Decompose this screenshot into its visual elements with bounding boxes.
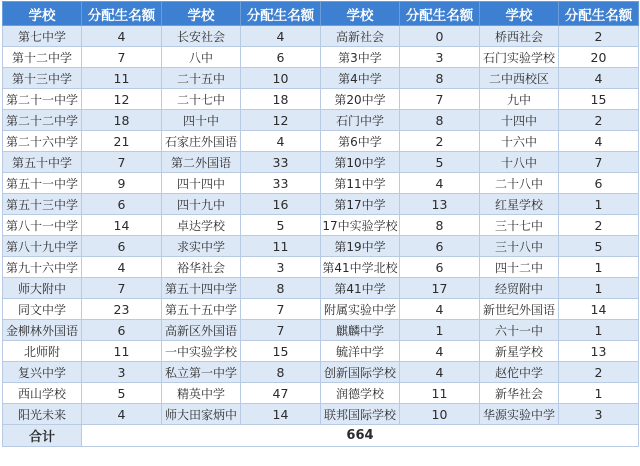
school-name-cell: 第十三中学 <box>3 68 82 89</box>
school-name-cell: 第10中学 <box>321 152 400 173</box>
table-row <box>3 68 639 89</box>
quota-cell: 2 <box>400 131 480 152</box>
school-name-cell: 麒麟中学 <box>321 320 400 341</box>
header-school-4: 学校 <box>480 2 559 26</box>
school-name-cell: 第九十六中学 <box>3 257 82 278</box>
school-name-cell: 第五十三中学 <box>3 194 82 215</box>
header-quota-1: 分配生名额 <box>82 2 162 26</box>
quota-cell: 7 <box>400 89 480 110</box>
school-name-cell: 复兴中学 <box>3 362 82 383</box>
quota-cell: 5 <box>82 383 162 404</box>
school-name-cell: 第八十九中学 <box>3 236 82 257</box>
school-name-cell: 二十八中 <box>480 173 559 194</box>
quota-cell: 12 <box>241 110 321 131</box>
quota-cell: 1 <box>559 194 639 215</box>
quota-cell: 6 <box>82 194 162 215</box>
quota-cell: 3 <box>400 47 480 68</box>
quota-cell: 15 <box>241 341 321 362</box>
school-name-cell: 二十七中 <box>162 89 241 110</box>
school-name-cell: 四十四中 <box>162 173 241 194</box>
quota-cell: 14 <box>241 404 321 425</box>
school-name-cell: 石家庄外国语 <box>162 131 241 152</box>
table-row <box>3 341 639 362</box>
school-name-cell: 十六中 <box>480 131 559 152</box>
quota-cell: 20 <box>559 47 639 68</box>
school-name-cell: 师大田家炳中 <box>162 404 241 425</box>
table-row <box>3 299 639 320</box>
quota-cell: 3 <box>82 362 162 383</box>
school-name-cell: 一中实验学校 <box>162 341 241 362</box>
school-name-cell: 第八十一中学 <box>3 215 82 236</box>
quota-cell: 13 <box>559 341 639 362</box>
quota-cell: 14 <box>559 299 639 320</box>
school-name-cell: 第五十一中学 <box>3 173 82 194</box>
quota-cell: 2 <box>559 215 639 236</box>
quota-cell: 5 <box>400 152 480 173</box>
table-row <box>3 404 639 425</box>
quota-cell: 7 <box>82 152 162 173</box>
quota-cell: 6 <box>400 236 480 257</box>
school-name-cell: 石门实验学校 <box>480 47 559 68</box>
table-row <box>3 152 639 173</box>
quota-cell: 18 <box>82 110 162 131</box>
school-name-cell: 石门中学 <box>321 110 400 131</box>
school-name-cell: 毓洋中学 <box>321 341 400 362</box>
school-name-cell: 二十五中 <box>162 68 241 89</box>
school-name-cell: 八中 <box>162 47 241 68</box>
quota-cell: 4 <box>82 26 162 47</box>
table-row <box>3 257 639 278</box>
header-quota-4: 分配生名额 <box>559 2 639 26</box>
school-name-cell: 第19中学 <box>321 236 400 257</box>
quota-cell: 33 <box>241 152 321 173</box>
table-body <box>3 26 639 425</box>
quota-cell: 21 <box>82 131 162 152</box>
school-name-cell: 卓达学校 <box>162 215 241 236</box>
quota-cell: 47 <box>241 383 321 404</box>
table-row <box>3 278 639 299</box>
quota-cell: 7 <box>82 278 162 299</box>
school-name-cell: 经贸附中 <box>480 278 559 299</box>
school-name-cell: 第20中学 <box>321 89 400 110</box>
quota-cell: 4 <box>400 341 480 362</box>
quota-cell: 4 <box>241 26 321 47</box>
school-name-cell: 第二十一中学 <box>3 89 82 110</box>
total-label: 合计 <box>3 425 82 447</box>
quota-cell: 5 <box>559 236 639 257</box>
quota-cell: 6 <box>559 173 639 194</box>
school-name-cell: 裕华社会 <box>162 257 241 278</box>
school-name-cell: 北师附 <box>3 341 82 362</box>
school-name-cell: 十八中 <box>480 152 559 173</box>
quota-cell: 1 <box>400 320 480 341</box>
school-name-cell: 私立第一中学 <box>162 362 241 383</box>
school-name-cell: 高新区外国语 <box>162 320 241 341</box>
quota-cell: 33 <box>241 173 321 194</box>
quota-cell: 9 <box>82 173 162 194</box>
quota-cell: 15 <box>559 89 639 110</box>
quota-cell: 11 <box>82 341 162 362</box>
school-name-cell: 第五十中学 <box>3 152 82 173</box>
school-name-cell: 第二十二中学 <box>3 110 82 131</box>
school-name-cell: 第41中学 <box>321 278 400 299</box>
quota-cell: 7 <box>241 299 321 320</box>
table-row <box>3 173 639 194</box>
table-row <box>3 47 639 68</box>
school-name-cell: 第十二中学 <box>3 47 82 68</box>
school-name-cell: 第五十四中学 <box>162 278 241 299</box>
quota-cell: 4 <box>400 299 480 320</box>
quota-cell: 4 <box>241 131 321 152</box>
school-name-cell: 二中西校区 <box>480 68 559 89</box>
school-name-cell: 三十八中 <box>480 236 559 257</box>
table-row <box>3 89 639 110</box>
header-school-1: 学校 <box>3 2 82 26</box>
quota-cell: 1 <box>559 383 639 404</box>
quota-cell: 1 <box>559 278 639 299</box>
quota-cell: 13 <box>400 194 480 215</box>
quota-cell: 8 <box>241 362 321 383</box>
quota-cell: 4 <box>82 257 162 278</box>
school-name-cell: 三十七中 <box>480 215 559 236</box>
quota-cell: 2 <box>559 26 639 47</box>
quota-cell: 23 <box>82 299 162 320</box>
quota-cell: 10 <box>400 404 480 425</box>
school-name-cell: 第17中学 <box>321 194 400 215</box>
quota-table <box>2 1 639 447</box>
school-name-cell: 第二外国语 <box>162 152 241 173</box>
quota-cell: 1 <box>559 320 639 341</box>
school-name-cell: 十四中 <box>480 110 559 131</box>
quota-cell: 8 <box>400 68 480 89</box>
table-row <box>3 131 639 152</box>
quota-cell: 4 <box>400 173 480 194</box>
school-name-cell: 第41中学北校 <box>321 257 400 278</box>
quota-cell: 4 <box>559 131 639 152</box>
quota-cell: 6 <box>241 47 321 68</box>
school-name-cell: 赵佗中学 <box>480 362 559 383</box>
school-name-cell: 第3中学 <box>321 47 400 68</box>
quota-cell: 7 <box>82 47 162 68</box>
header-school-2: 学校 <box>162 2 241 26</box>
quota-cell: 7 <box>241 320 321 341</box>
school-name-cell: 新世纪外国语 <box>480 299 559 320</box>
school-name-cell: 九中 <box>480 89 559 110</box>
school-name-cell: 第二十六中学 <box>3 131 82 152</box>
school-name-cell: 高新社会 <box>321 26 400 47</box>
school-name-cell: 长安社会 <box>162 26 241 47</box>
quota-cell: 8 <box>241 278 321 299</box>
header-school-3: 学校 <box>321 2 400 26</box>
quota-cell: 4 <box>559 68 639 89</box>
quota-cell: 3 <box>241 257 321 278</box>
quota-cell: 10 <box>241 68 321 89</box>
school-name-cell: 四十九中 <box>162 194 241 215</box>
school-name-cell: 第6中学 <box>321 131 400 152</box>
quota-cell: 7 <box>559 152 639 173</box>
school-name-cell: 桥西社会 <box>480 26 559 47</box>
quota-cell: 4 <box>400 362 480 383</box>
school-name-cell: 六十一中 <box>480 320 559 341</box>
school-name-cell: 润德学校 <box>321 383 400 404</box>
school-name-cell: 新华社会 <box>480 383 559 404</box>
table-row <box>3 215 639 236</box>
school-name-cell: 求实中学 <box>162 236 241 257</box>
total-value: 664 <box>82 425 639 447</box>
quota-cell: 17 <box>400 278 480 299</box>
quota-cell: 4 <box>82 404 162 425</box>
school-name-cell: 阳光未来 <box>3 404 82 425</box>
quota-cell: 8 <box>400 215 480 236</box>
table-row <box>3 362 639 383</box>
school-name-cell: 创新国际学校 <box>321 362 400 383</box>
quota-cell: 2 <box>559 110 639 131</box>
header-quota-3: 分配生名额 <box>400 2 480 26</box>
quota-cell: 16 <box>241 194 321 215</box>
school-name-cell: 西山学校 <box>3 383 82 404</box>
quota-cell: 3 <box>559 404 639 425</box>
quota-cell: 5 <box>241 215 321 236</box>
quota-cell: 11 <box>82 68 162 89</box>
quota-cell: 6 <box>400 257 480 278</box>
table-row <box>3 26 639 47</box>
table-row <box>3 236 639 257</box>
quota-cell: 1 <box>559 257 639 278</box>
school-name-cell: 17中实验学校 <box>321 215 400 236</box>
quota-cell: 0 <box>400 26 480 47</box>
school-name-cell: 第4中学 <box>321 68 400 89</box>
quota-cell: 6 <box>82 236 162 257</box>
school-name-cell: 红星学校 <box>480 194 559 215</box>
quota-cell: 12 <box>82 89 162 110</box>
table-row <box>3 110 639 131</box>
table-row <box>3 194 639 215</box>
quota-cell: 6 <box>82 320 162 341</box>
school-name-cell: 附属实验中学 <box>321 299 400 320</box>
header-quota-2: 分配生名额 <box>241 2 321 26</box>
quota-cell: 11 <box>400 383 480 404</box>
school-name-cell: 四十二中 <box>480 257 559 278</box>
school-name-cell: 金柳林外国语 <box>3 320 82 341</box>
quota-cell: 11 <box>241 236 321 257</box>
school-name-cell: 华源实验中学 <box>480 404 559 425</box>
school-name-cell: 第七中学 <box>3 26 82 47</box>
quota-cell: 18 <box>241 89 321 110</box>
school-name-cell: 师大附中 <box>3 278 82 299</box>
header-row <box>3 2 639 26</box>
school-name-cell: 第11中学 <box>321 173 400 194</box>
school-name-cell: 第五十五中学 <box>162 299 241 320</box>
quota-cell: 14 <box>82 215 162 236</box>
school-name-cell: 同文中学 <box>3 299 82 320</box>
quota-cell: 8 <box>400 110 480 131</box>
table-row <box>3 320 639 341</box>
table-row <box>3 383 639 404</box>
school-name-cell: 精英中学 <box>162 383 241 404</box>
quota-cell: 2 <box>559 362 639 383</box>
school-name-cell: 新星学校 <box>480 341 559 362</box>
school-name-cell: 联邦国际学校 <box>321 404 400 425</box>
total-row <box>3 425 639 447</box>
school-name-cell: 四十中 <box>162 110 241 131</box>
